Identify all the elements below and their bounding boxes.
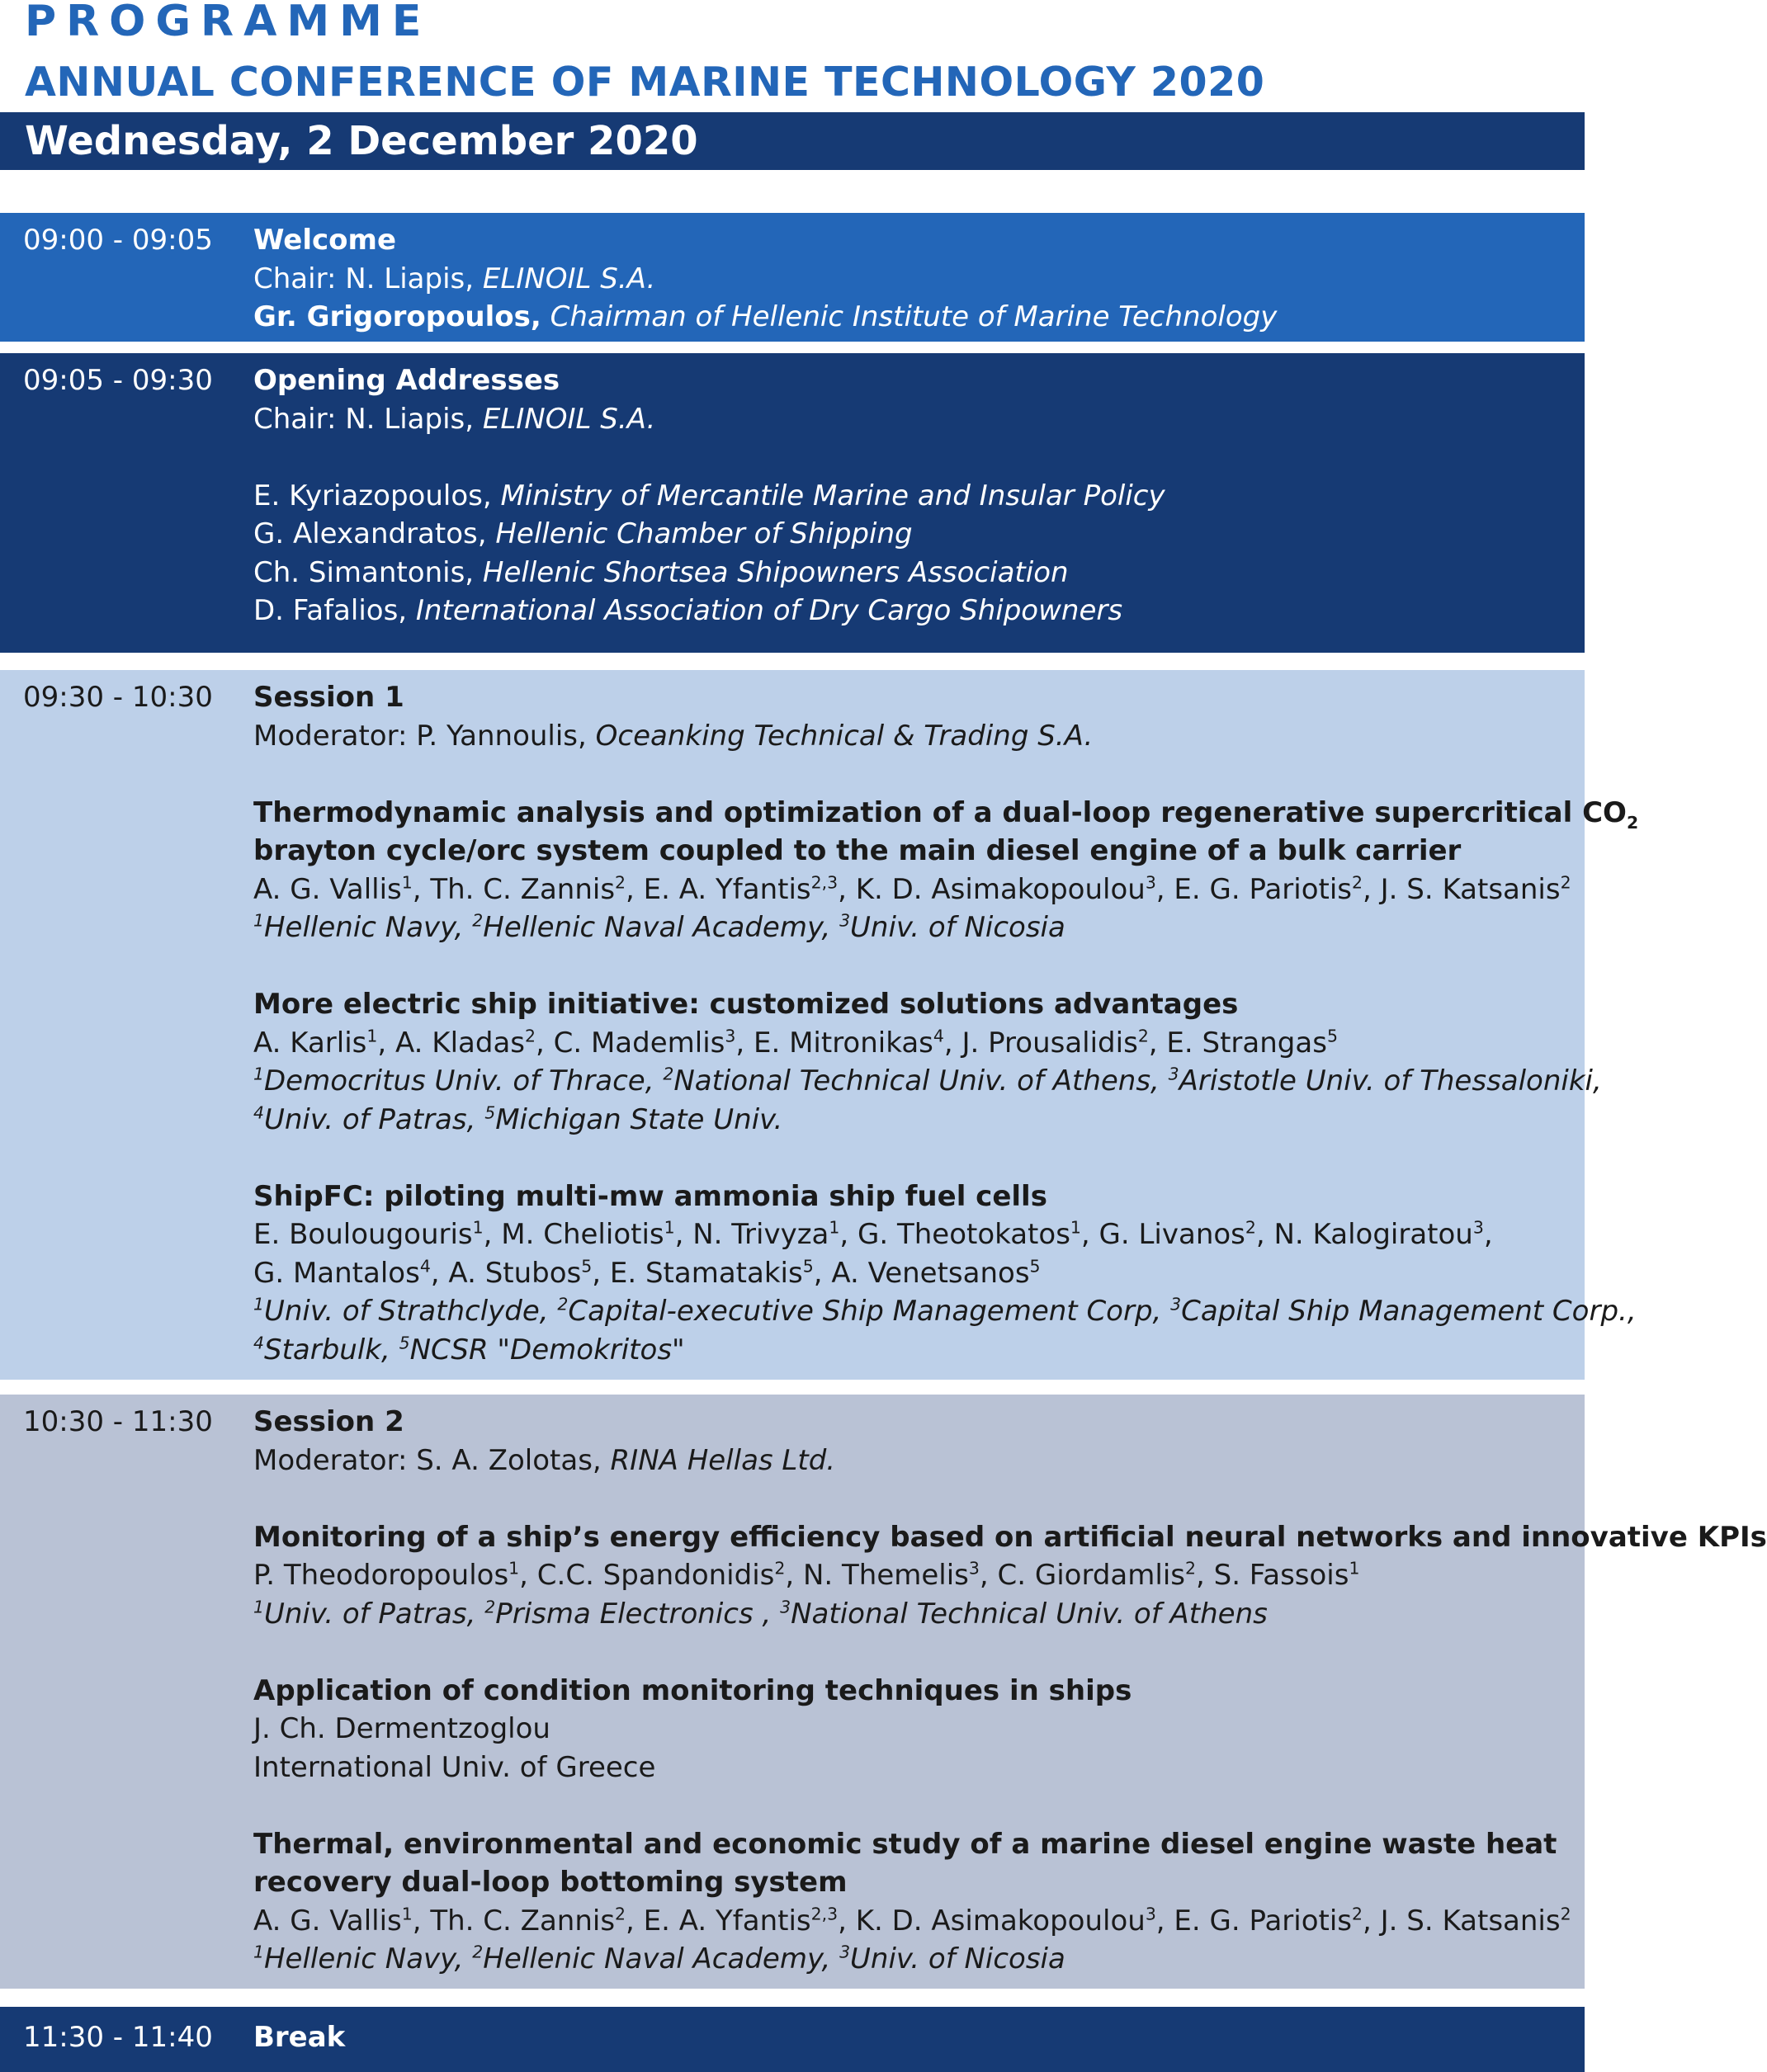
block-title: Opening Addresses: [253, 364, 560, 397]
moderator-line: [253, 1442, 1576, 1480]
chair-org: ELINOIL S.A.: [482, 262, 656, 295]
chair-org: ELINOIL S.A.: [482, 402, 656, 436]
speaker-line: [253, 592, 1576, 630]
affiliation-line: $^1$Univ. of Strathclyde, $^2$Capital-executive Ship Management Corp, $^3$Capital Ship Management Corp.,: [253, 1294, 1637, 1328]
speaker-org: Hellenic Chamber of Shipping: [495, 517, 913, 550]
speaker-line: [253, 298, 1576, 337]
affiliation-line: $^4$Univ. of Patras, $^5$Michigan State Univ.: [253, 1102, 783, 1136]
chair-line: [253, 260, 1576, 299]
paper-title: Monitoring of a ship’s energy efficiency based on artificial neural networks and innovative KPIs: [253, 1520, 1767, 1554]
date-label: Wednesday, 2 December 2020: [25, 118, 698, 164]
moderator-prefix: Moderator: P. Yannoulis,: [253, 719, 596, 753]
speaker-org: Hellenic Shortsea Shipowners Association: [482, 555, 1069, 589]
time-slot: 09:00 - 09:05: [23, 224, 213, 257]
moderator-line: [253, 717, 1576, 756]
session-2-block: [0, 1395, 1767, 1989]
affiliation-line: International Univ. of Greece: [253, 1750, 656, 1784]
speaker-name: Gr. Grigoropoulos,: [253, 300, 541, 333]
affiliation-line: $^1$Hellenic Navy, $^2$Hellenic Naval Academy, $^3$Univ. of Nicosia: [253, 1942, 1065, 1975]
session-1-block: [0, 670, 1639, 1380]
moderator-prefix: Moderator: S. A. Zolotas,: [253, 1443, 611, 1477]
moderator-org: RINA Hellas Ltd.: [610, 1443, 836, 1477]
paper-title: ShipFC: piloting multi-mw ammonia ship fuel cells: [253, 1179, 1047, 1213]
opening-block: [0, 353, 1585, 653]
moderator-org: Oceanking Technical & Trading S.A.: [595, 719, 1094, 753]
affiliation-line: $^1$Democritus Univ. of Thrace, $^2$National Technical Univ. of Athens, $^3$Aristotle Univ. of Thessaloniki,: [253, 1064, 1602, 1097]
paper-title: More electric ship initiative: customized solutions advantages: [253, 988, 1239, 1021]
conference-title: ANNUAL CONFERENCE OF MARINE TECHNOLOGY 2020: [25, 59, 1265, 106]
speaker-org: Ministry of Mercantile Marine and Insular Policy: [500, 479, 1165, 512]
chair-prefix: Chair: N. Liapis,: [253, 262, 483, 295]
author-line: A. G. Vallis$^1$, Th. C. Zannis$^2$, E. A. Yfantis$^{2,3}$, K. D. Asimakopoulou$^3$, E. G. Pariotis$^2$, J. S. Katsanis$^2$: [253, 872, 1571, 906]
speaker-name: Ch. Simantonis,: [253, 555, 483, 589]
welcome-block: [0, 213, 1585, 342]
speaker-org: International Association of Dry Cargo Shipowners: [415, 594, 1123, 627]
speaker-line: [253, 554, 1576, 592]
paper-title-cont: recovery dual-loop bottoming system: [253, 1866, 848, 1899]
time-slot: 11:30 - 11:40: [23, 2021, 213, 2054]
speaker-name: D. Fafalios,: [253, 594, 416, 627]
speaker-name: E. Kyriazopoulos,: [253, 479, 501, 512]
chair-line: [253, 400, 1576, 439]
block-title: Session 1: [253, 681, 404, 714]
paper-title-cont: brayton cycle/orc system coupled to the main diesel engine of a bulk carrier: [253, 834, 1462, 867]
paper-title: Application of condition monitoring techniques in ships: [253, 1673, 1132, 1707]
affiliation-line: $^1$Univ. of Patras, $^2$Prisma Electronics , $^3$National Technical Univ. of Athens: [253, 1597, 1268, 1631]
date-bar: [0, 112, 1585, 170]
speaker-line: [253, 515, 1576, 554]
speaker-name: G. Alexandratos,: [253, 517, 496, 550]
paper-title: Thermal, environmental and economic study of a marine diesel engine waste heat: [253, 1827, 1557, 1861]
speaker-line: [253, 477, 1576, 516]
programme-heading: PROGRAMME: [25, 0, 432, 46]
author-line: A. G. Vallis$^1$, Th. C. Zannis$^2$, E. A. Yfantis$^{2,3}$, K. D. Asimakopoulou$^3$, E. G. Pariotis$^2$, J. S. Katsanis$^2$: [253, 1904, 1571, 1937]
author-line: E. Boulougouris$^1$, M. Cheliotis$^1$, N. Trivyza$^1$, G. Theotokatos$^1$, G. Livanos$^2$, N. Kalogiratou$^3$,: [253, 1217, 1493, 1251]
block-title: Welcome: [253, 224, 397, 257]
author-line: J. Ch. Dermentzoglou: [253, 1712, 550, 1745]
chair-prefix: Chair: N. Liapis,: [253, 402, 483, 436]
author-line: P. Theodoropoulos$^1$, C.C. Spandonidis$^2$, N. Themelis$^3$, C. Giordamlis$^2$, S. Fassois$^1$: [253, 1558, 1360, 1592]
author-line: A. Karlis$^1$, A. Kladas$^2$, C. Mademlis$^3$, E. Mitronikas$^4$, J. Prousalidis$^2$, E. Strangas$^5$: [253, 1026, 1338, 1060]
time-slot: 09:05 - 09:30: [23, 364, 213, 397]
block-title: Break: [253, 2021, 346, 2054]
affiliation-line: $^4$Starbulk, $^5$NCSR "Demokritos": [253, 1333, 685, 1366]
break-block: [0, 2007, 1585, 2072]
time-slot: 09:30 - 10:30: [23, 681, 213, 714]
paper-title: Thermodynamic analysis and optimization of a dual-loop regenerative supercritical $CO_2$: [253, 795, 1639, 833]
time-slot: 10:30 - 11:30: [23, 1405, 213, 1438]
speaker-role: Chairman of Hellenic Institute of Marine Technology: [541, 300, 1278, 333]
affiliation-line: $^1$Hellenic Navy, $^2$Hellenic Naval Academy, $^3$Univ. of Nicosia: [253, 910, 1065, 944]
block-title: Session 2: [253, 1405, 404, 1438]
author-line: G. Mantalos$^4$, A. Stubos$^5$, E. Stamatakis$^5$, A. Venetsanos$^5$: [253, 1256, 1041, 1290]
